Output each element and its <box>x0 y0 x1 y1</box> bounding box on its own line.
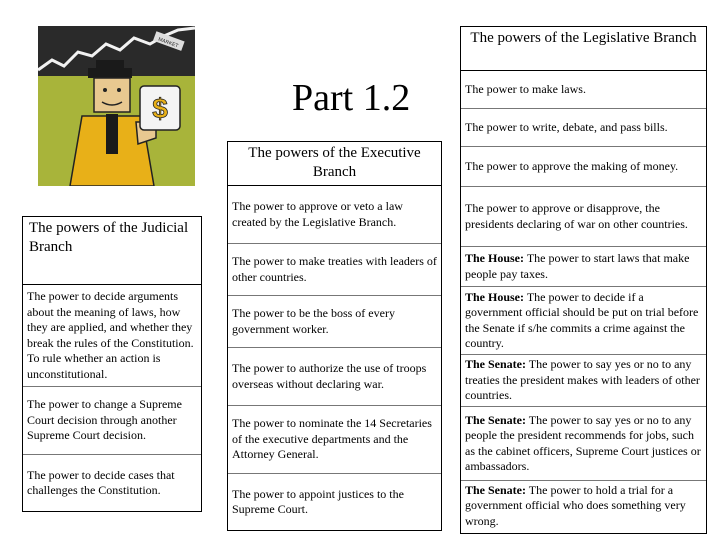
judicial-branch-heading: The powers of the Judicial Branch <box>23 217 201 285</box>
judicial-branch-panel <box>22 216 202 512</box>
legislative-branch-heading: The powers of the Legislative Branch <box>461 27 706 71</box>
judicial-row: The power to decide arguments about the meaning of laws, how they are applied, and whether they break the rules of the Constitution. To rule whether an action is unconstitutional. <box>23 285 201 387</box>
legislative-row: The power to write, debate, and pass bills. <box>461 109 706 147</box>
legislative-row: The power to approve or disapprove, the presidents declaring of war on other countries. <box>461 187 706 247</box>
legislative-row: The Senate: The power to say yes or no to any treaties the president makes with leaders of other countries. <box>461 355 706 407</box>
executive-row: The power to approve or veto a law created by the Legislative Branch. <box>228 186 441 244</box>
judicial-row: The power to change a Supreme Court decision through another Supreme Court decision. <box>23 387 201 455</box>
legislative-branch-panel <box>460 26 707 534</box>
executive-row: The power to appoint justices to the Supreme Court. <box>232 486 404 516</box>
executive-row: The power to nominate the 14 Secretaries of the executive departments and the Attorney General. <box>228 406 441 474</box>
money-bag-symbol: $ <box>152 93 168 124</box>
legislative-row: The Senate: The power to say yes or no to any people the president recommends for jobs, such as the cabinet officers, Supreme Court justices or ambassadors. <box>461 407 706 481</box>
executive-branch-panel <box>227 141 442 531</box>
legislative-row: The power to approve the making of money. <box>461 147 706 187</box>
legislative-row: The Senate: The power to hold a trial for a government official who does something very wrong. <box>465 482 686 528</box>
market-banner-text: MARKET <box>157 36 179 50</box>
executive-row: The power to authorize the use of troops overseas without declaring war. <box>228 348 441 406</box>
executive-branch-heading: The powers of the Executive Branch <box>228 142 441 186</box>
page-title: Part 1.2 <box>292 77 411 119</box>
man-holding-money-bag-icon <box>38 26 195 186</box>
legislative-row: The House: The power to decide if a government official should be put on trial before the Senate if s/he commits a crime against the country. <box>461 287 706 355</box>
executive-row: The power to make treaties with leaders of other countries. <box>228 244 441 296</box>
executive-row: The power to be the boss of every government worker. <box>228 296 441 348</box>
legislative-row: The House: The power to start laws that make people pay taxes. <box>461 247 706 287</box>
legislative-row: The power to make laws. <box>461 71 706 109</box>
judicial-row: The power to decide cases that challenges the Constitution. <box>27 467 175 497</box>
